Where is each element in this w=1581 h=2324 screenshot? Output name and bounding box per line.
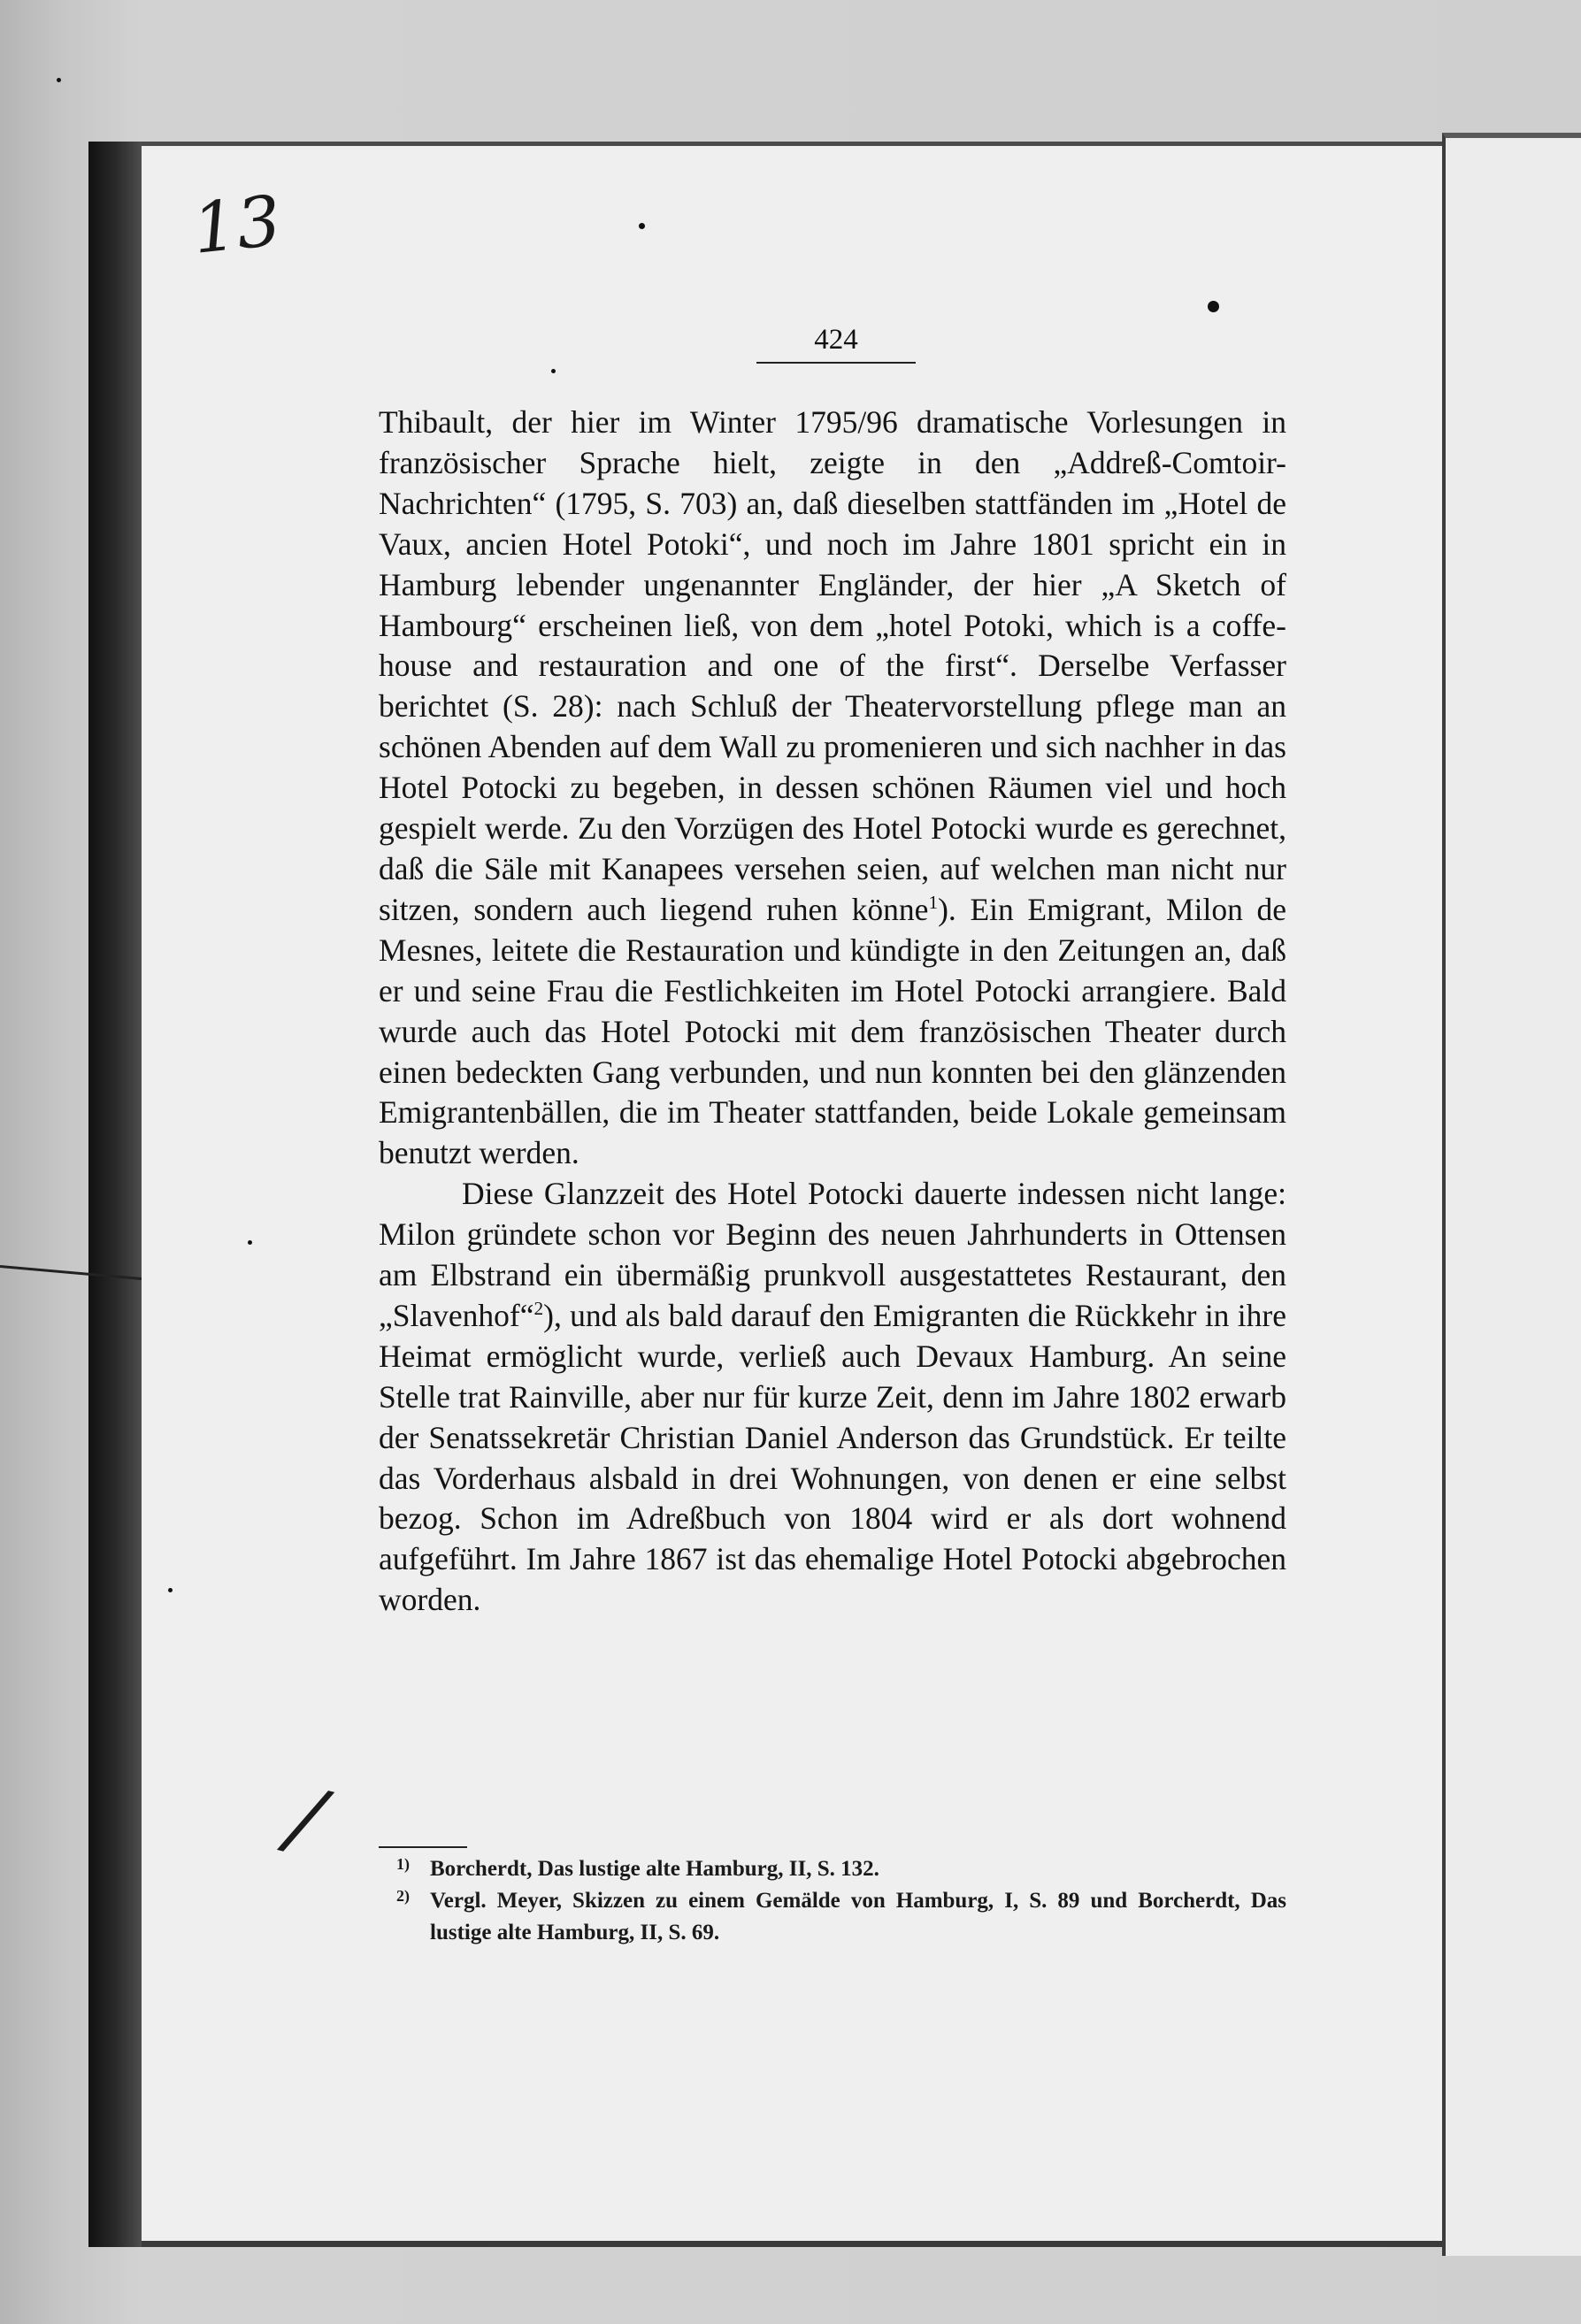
body-text: [379, 403, 1286, 1621]
ink-speck: [1208, 301, 1219, 312]
ink-speck: [551, 369, 556, 373]
facing-page-edge: [1442, 133, 1581, 2256]
ink-speck: [248, 1240, 252, 1245]
pencil-margin-mark: /: [280, 1767, 333, 1871]
ink-speck: [168, 1588, 173, 1592]
ink-speck: [57, 78, 61, 82]
footnote-divider: [379, 1846, 467, 1848]
footnote-marker: 1): [396, 1855, 410, 1873]
ink-speck: [639, 223, 645, 229]
footnote-ref-2: 2: [533, 1298, 544, 1320]
page-number: 424: [756, 324, 916, 364]
footnote-text: Borcherdt, Das lustige alte Hamburg, II, S. 132.: [430, 1857, 879, 1881]
handwritten-folio-number: 13: [188, 181, 285, 270]
footnote-text: Vergl. Meyer, Skizzen zu einem Gemälde von Hamburg, I, S. 89 und Borcherdt, Das lustige alte Hamburg, II, S. 69.: [430, 1889, 1286, 1944]
footnotes: [379, 1853, 1286, 1949]
paragraph-2: Diese Glanzzeit des Hotel Potocki dauerte indessen nicht lange: Milon gründete schon vor Beginn des neuen Jahrhunderts in Ottensen am Elbstrand ein übermäßig prunkvoll ausgestattetes Restaurant, den „Slavenhof“$^2$), und als bald darauf den Emigranten die Rückkehr in ihre Heimat ermöglicht wurde, verließ auch Devaux Hamburg. An seine Stelle trat Rainville, aber nur für kurze Zeit, denn im Jahre 1802 erwarb der Senatssekretär Christian Daniel Anderson das Grundstück. Er teilte das Vorderhaus alsbald in drei Wohnungen, von denen er eine selbst bezog. Schon im Adreßbuch von 1804 wird er als dort wohnend aufgeführt. Im Jahre 1867 ist das ehemalige Hotel Potocki abgebrochen worden.: [379, 1176, 1286, 1618]
footnote-marker: 2): [396, 1887, 410, 1905]
footnote-1: [379, 1853, 1286, 1885]
footnote-ref-1: 1: [928, 892, 939, 914]
paragraph-1: Thibault, der hier im Winter 1795/96 dramatische Vorlesungen in französischer Sprache hielt, zeigte in den „Addreß-Comtoir-Nachrichten“ (1795, S. 703) an, daß dieselben stattfänden im „Hotel de Vaux, ancien Hotel Potoki“, und noch im Jahre 1801 spricht ein in Hamburg lebender ungenannter Engländer, der hier „A Sketch of Hambourg“ erscheinen ließ, von dem „hotel Potoki, which is a coffe-house and restauration and one of the first“. Derselbe Verfasser berichtet (S. 28): nach Schluß der Theatervorstellung pflege man an schönen Abenden auf dem Wall zu promenieren und sich nachher in das Hotel Potocki zu begeben, in dessen schönen Räumen viel und hoch gespielt werde. Zu den Vorzügen des Hotel Potocki wurde es gerechnet, daß die Säle mit Kanapees versehen seien, auf welchen man nicht nur sitzen, sondern auch liegend ruhen könne$^1$). Ein Emigrant, Milon de Mesnes, leitete die Restauration und kündigte in den Zeitungen an, daß er und seine Frau die Festlichkeiten im Hotel Potocki arrangiere. Bald wurde auch das Hotel Potocki mit dem französischen Theater durch einen bedeckten Gang verbunden, und nun konnten bei den glänzenden Emigrantenbällen, die im Theater stattfanden, beide Lokale gemeinsam benutzt werden.: [379, 404, 1286, 1171]
footnote-2: [379, 1885, 1286, 1949]
